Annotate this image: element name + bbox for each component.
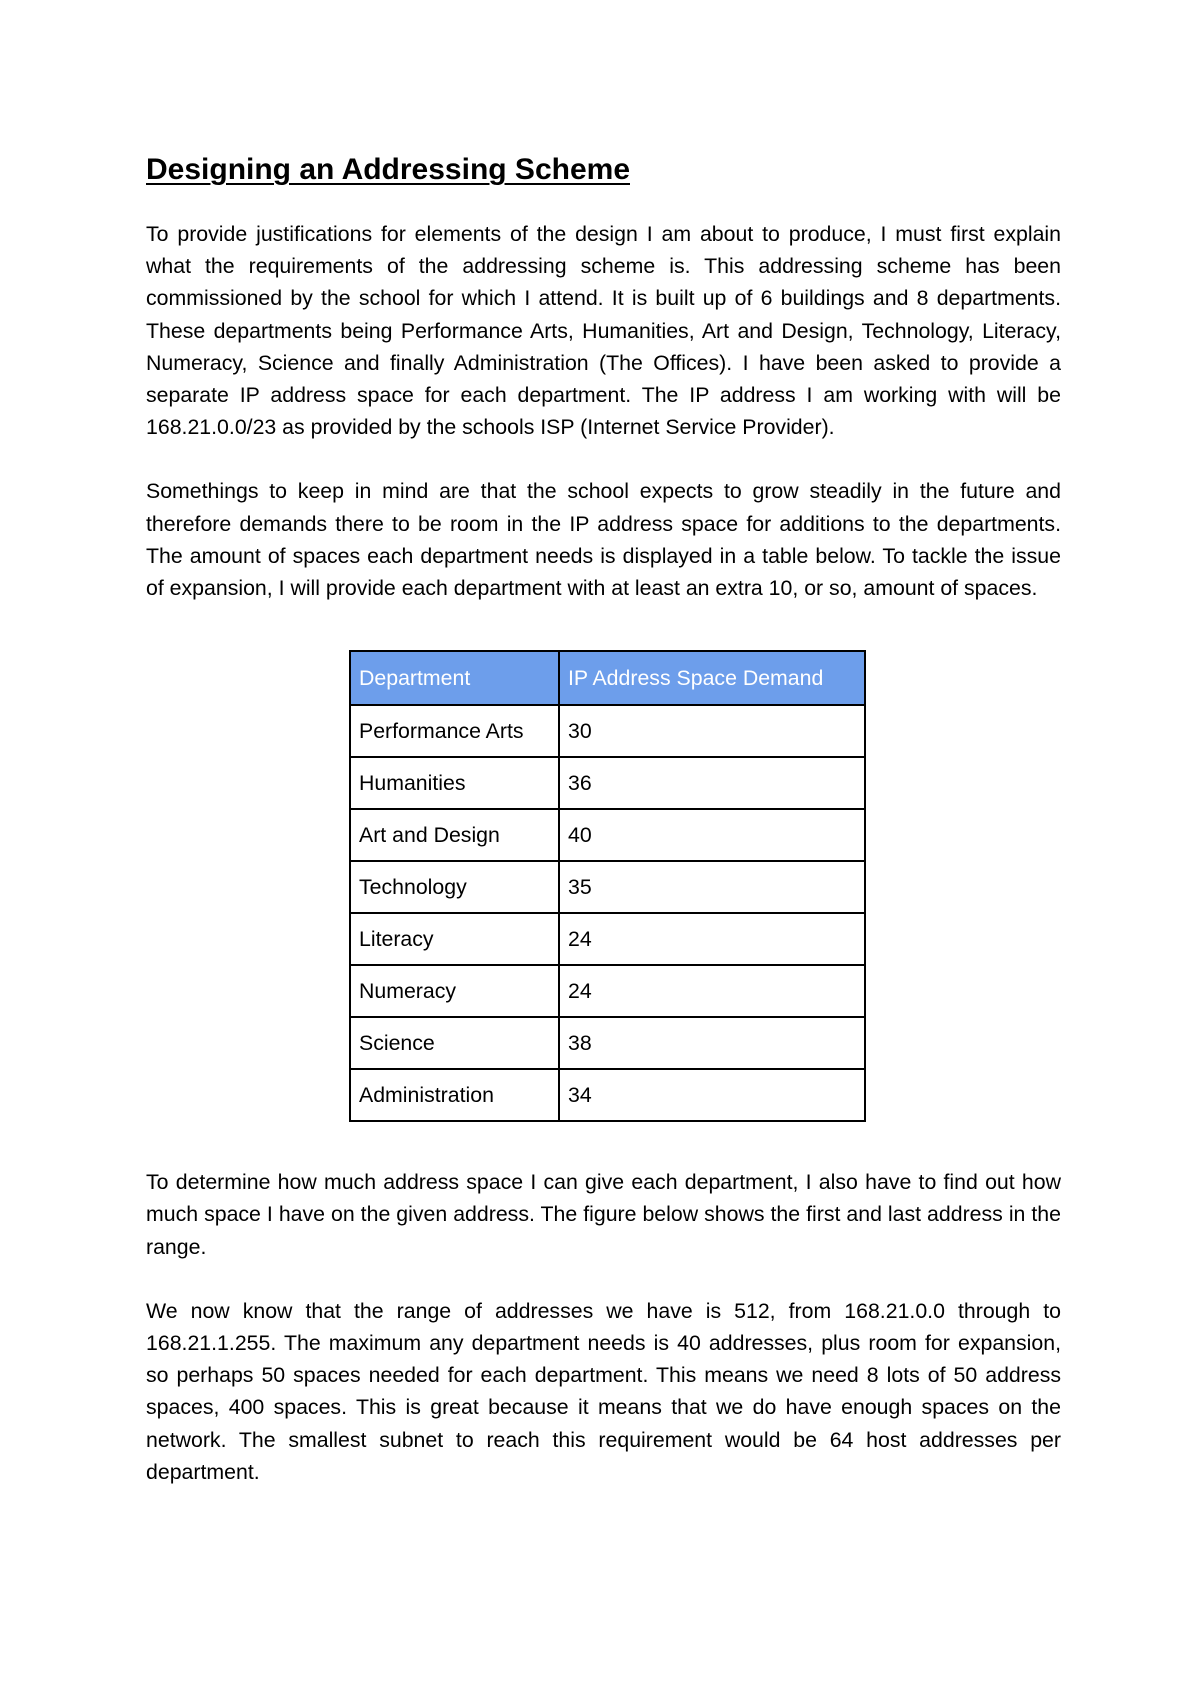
table-row (350, 705, 865, 757)
demand-cell: 34 (559, 1069, 865, 1121)
paragraph-address-space: To determine how much address space I can give each department, I also have to find out how much space I have on the given address. The figure below shows the first and last address in the range. (146, 1170, 1061, 1259)
department-cell: Humanities (350, 757, 559, 809)
demand-cell: 35 (559, 861, 865, 913)
table-header-row (350, 651, 865, 705)
document-title: Designing an Addressing Scheme (146, 153, 630, 186)
table-row (350, 913, 865, 965)
department-cell: Science (350, 1017, 559, 1069)
paragraph-requirements: To provide justifications for elements of the design I am about to produce, I must first explain what the requirements of the addressing scheme is. This addressing scheme has been commissioned by the school for which I attend. It is built up of 6 buildings and 8 departments. These departments being Performance Arts, Humanities, Art and Design, Technology, Literacy, Numeracy, Science and finally Administration (The Offices). I have been asked to provide a separate IP address space for each department. The IP address I am working with will be 168.21.0.0/23 as provided by the schools ISP (Internet Service Provider). (146, 222, 1061, 440)
column-header-department: Department (350, 651, 559, 705)
department-cell: Art and Design (350, 809, 559, 861)
department-cell: Administration (350, 1069, 559, 1121)
demand-cell: 40 (559, 809, 865, 861)
table-row (350, 809, 865, 861)
table-row (350, 1017, 865, 1069)
demand-cell: 24 (559, 913, 865, 965)
department-cell: Literacy (350, 913, 559, 965)
column-header-demand: IP Address Space Demand (559, 651, 865, 705)
table-row (350, 1069, 865, 1121)
table-row (350, 965, 865, 1017)
demand-cell: 24 (559, 965, 865, 1017)
department-demand-table (349, 650, 866, 1122)
department-table-container (349, 650, 1061, 1122)
paragraph-expansion: Somethings to keep in mind are that the school expects to grow steadily in the future and therefore demands there to be room in the IP address space for additions to the departments. The amount of spaces each department needs is displayed in a table below. To tackle the issue of expansion, I will provide each department with at least an extra 10, or so, amount of spaces. (146, 479, 1061, 601)
department-cell: Technology (350, 861, 559, 913)
demand-cell: 36 (559, 757, 865, 809)
paragraph-subnet-conclusion: We now know that the range of addresses we have is 512, from 168.21.0.0 through to 168.21.1.255. The maximum any department needs is 40 addresses, plus room for expansion, so perhaps 50 spaces needed for each department. This means we need 8 lots of 50 address spaces, 400 spaces. This is great because it means that we do have enough spaces on the network. The smallest subnet to reach this requirement would be 64 host addresses per department. (146, 1298, 1061, 1484)
demand-cell: 30 (559, 705, 865, 757)
document-page (146, 148, 1061, 1488)
table-row (350, 861, 865, 913)
department-cell: Performance Arts (350, 705, 559, 757)
demand-cell: 38 (559, 1017, 865, 1069)
department-cell: Numeracy (350, 965, 559, 1017)
table-row (350, 757, 865, 809)
